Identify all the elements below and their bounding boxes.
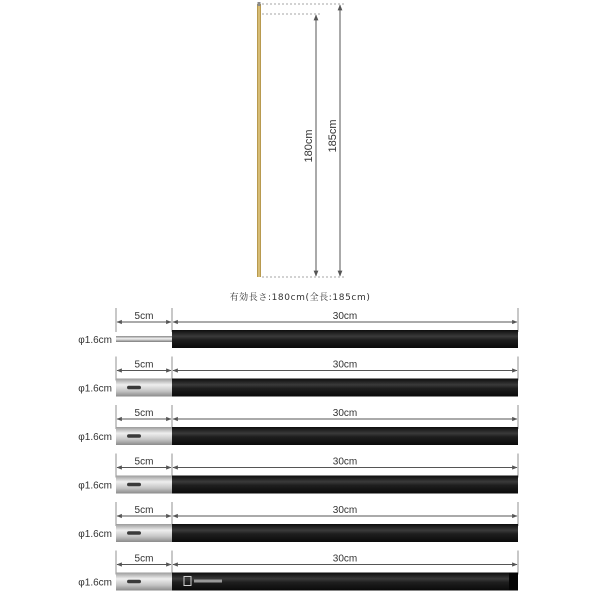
effective-length-label: 180cm bbox=[303, 129, 315, 163]
joint-length-label: 5cm bbox=[134, 359, 154, 371]
diameter-label: φ1.6cm bbox=[78, 383, 112, 395]
joint-length-label: 5cm bbox=[134, 408, 154, 419]
length-caption: 有効長さ:180cm(全長:185cm) bbox=[229, 293, 371, 303]
sleeve-joint bbox=[116, 476, 172, 494]
fiberglass-tube bbox=[172, 476, 518, 494]
segment-length-label: 30cm bbox=[332, 553, 358, 565]
segment-row bbox=[78, 551, 518, 591]
sleeve-slot bbox=[127, 386, 141, 390]
segment-row bbox=[78, 454, 518, 494]
segment-row bbox=[78, 502, 518, 542]
segment-row bbox=[78, 405, 518, 445]
sleeve-slot bbox=[127, 531, 141, 535]
diameter-label: φ1.6cm bbox=[78, 432, 112, 443]
segment-length-label: 30cm bbox=[332, 408, 358, 419]
segment-row bbox=[78, 308, 518, 348]
diameter-label: φ1.6cm bbox=[78, 335, 112, 346]
sleeve-slot bbox=[127, 434, 141, 438]
diameter-label: φ1.6cm bbox=[78, 529, 112, 540]
brand-logo-wordmark bbox=[194, 580, 222, 583]
assembled-pole-overview bbox=[257, 2, 344, 277]
sleeve-joint bbox=[116, 524, 172, 542]
fiberglass-tube bbox=[172, 379, 518, 397]
fiberglass-tube bbox=[172, 573, 518, 591]
diameter-label: φ1.6cm bbox=[78, 577, 112, 589]
joint-length-label: 5cm bbox=[134, 505, 154, 516]
assembled-pole bbox=[257, 4, 261, 277]
segment-list bbox=[78, 308, 518, 591]
segment-length-label: 30cm bbox=[332, 456, 358, 468]
fiberglass-tube bbox=[172, 330, 518, 348]
segment-length-label: 30cm bbox=[332, 505, 358, 516]
sleeve-joint bbox=[116, 573, 172, 591]
joint-length-label: 5cm bbox=[134, 553, 154, 565]
fiberglass-tube bbox=[172, 524, 518, 542]
diameter-label: φ1.6cm bbox=[78, 480, 112, 492]
sleeve-joint bbox=[116, 379, 172, 397]
end-cap bbox=[509, 573, 518, 591]
segment-length-label: 30cm bbox=[332, 311, 358, 322]
assembled-pole-tip bbox=[258, 2, 261, 6]
pin-joint bbox=[116, 336, 172, 342]
sleeve-slot bbox=[127, 580, 141, 584]
joint-length-label: 5cm bbox=[134, 456, 154, 468]
joint-length-label: 5cm bbox=[134, 311, 154, 322]
segment-length-label: 30cm bbox=[332, 359, 358, 371]
segment-row bbox=[78, 357, 518, 397]
sleeve-joint bbox=[116, 427, 172, 445]
fiberglass-tube bbox=[172, 427, 518, 445]
sleeve-slot bbox=[127, 483, 141, 487]
total-length-label: 185cm bbox=[327, 119, 339, 153]
